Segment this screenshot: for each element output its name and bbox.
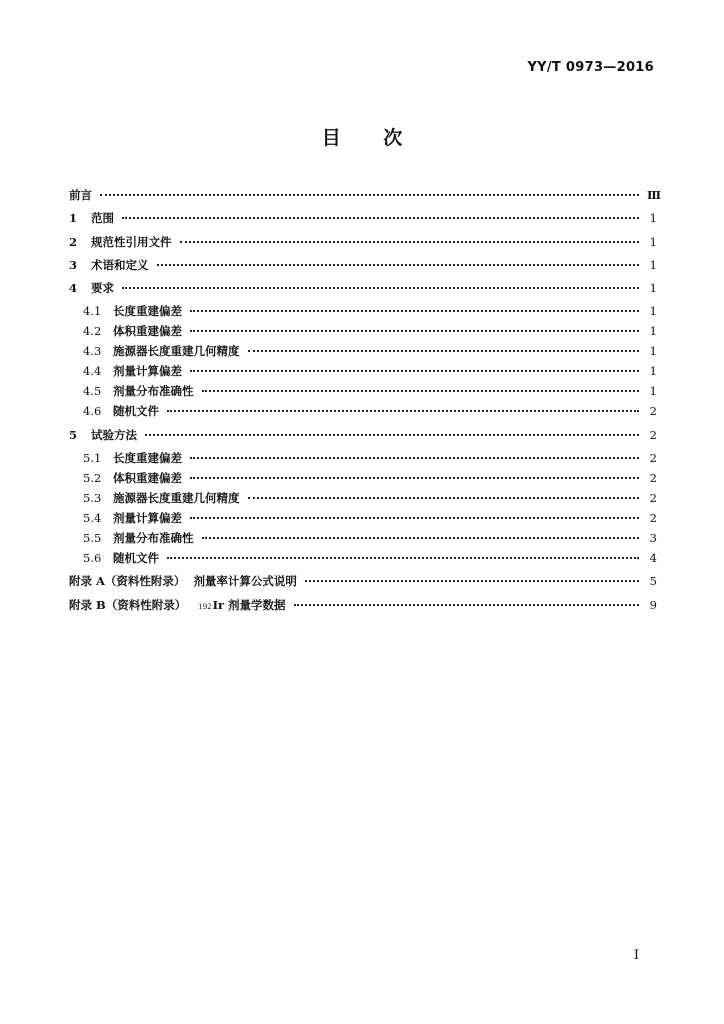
appendix-label: 附录 B（资料性附录） xyxy=(69,597,187,612)
toc-entry-page: 4 xyxy=(649,551,657,566)
toc-entry-page: 2 xyxy=(649,471,657,486)
toc-entry-page: 1 xyxy=(649,257,657,272)
toc-appendix-entry[interactable] xyxy=(69,595,657,615)
toc-entry[interactable] xyxy=(69,361,657,381)
toc-entry-label: 体积重建偏差 xyxy=(113,471,182,486)
toc-entry[interactable] xyxy=(69,321,657,341)
toc-entry[interactable] xyxy=(69,185,662,205)
toc-entry-label: 规范性引用文件 xyxy=(91,234,172,249)
isotope-mass-number: 192 xyxy=(198,602,212,611)
toc-entry-label: 剂量计算偏差 xyxy=(113,364,182,379)
toc-entry-number: 4.1 xyxy=(83,304,102,319)
toc-entry[interactable] xyxy=(69,425,657,445)
toc-entry-page: 1 xyxy=(649,281,657,296)
toc-entry[interactable] xyxy=(69,232,657,252)
toc-entry-label: 术语和定义 xyxy=(91,257,149,272)
toc-entry[interactable] xyxy=(69,341,657,361)
toc-entry-page: 1 xyxy=(649,364,657,379)
toc-entry-number: 4.6 xyxy=(83,404,102,419)
toc-entry-label: 施源器长度重建几何精度 xyxy=(113,491,240,506)
dot-leader xyxy=(190,370,639,372)
toc-entry-label: 剂量分布准确性 xyxy=(113,384,194,399)
dot-leader xyxy=(305,580,639,582)
dot-leader xyxy=(190,457,639,459)
toc-entry-page: 1 xyxy=(649,324,657,339)
toc-entry-page: 5 xyxy=(649,574,657,589)
toc-entry-label: 长度重建偏差 xyxy=(113,304,182,319)
toc-entry-number: 1 xyxy=(69,211,78,226)
toc-entry[interactable] xyxy=(69,488,657,508)
toc-entry-label: 随机文件 xyxy=(113,404,159,419)
toc-entry-page: 9 xyxy=(649,597,657,612)
toc-entry-page: 1 xyxy=(649,234,657,249)
toc-entry-label: 前言 xyxy=(69,188,92,202)
toc-entry-page: 1 xyxy=(649,384,657,399)
toc-entry-page: Ⅲ xyxy=(647,188,662,202)
toc-entry-page: 2 xyxy=(649,427,657,442)
dot-leader xyxy=(167,410,639,412)
dot-leader xyxy=(145,434,639,436)
toc-entry-number: 5 xyxy=(69,427,78,442)
toc-entry[interactable] xyxy=(69,278,657,298)
toc-entry-page: 1 xyxy=(649,344,657,359)
appendix-title: 剂量率计算公式说明 xyxy=(193,574,297,589)
dot-leader xyxy=(122,287,639,289)
dot-leader xyxy=(180,241,640,243)
toc-entry-number: 3 xyxy=(69,257,78,272)
dot-leader xyxy=(157,264,640,266)
page-number: I xyxy=(633,948,639,963)
toc-entry[interactable] xyxy=(69,548,657,568)
dot-leader xyxy=(202,390,640,392)
toc-entry-label: 剂量计算偏差 xyxy=(113,511,182,526)
table-of-contents xyxy=(69,185,662,615)
toc-entry-page: 2 xyxy=(649,491,657,506)
toc-entry-number: 2 xyxy=(69,234,78,249)
toc-entry-page: 3 xyxy=(649,531,657,546)
dot-leader xyxy=(294,604,639,606)
toc-entry[interactable] xyxy=(69,255,657,275)
toc-entry[interactable] xyxy=(69,301,657,321)
toc-entry-page: 2 xyxy=(649,404,657,419)
toc-entry-label: 施源器长度重建几何精度 xyxy=(113,344,240,359)
dot-leader xyxy=(167,557,639,559)
dot-leader xyxy=(122,217,639,219)
toc-entry-number: 4 xyxy=(69,281,78,296)
standard-number: YY/T 0973—2016 xyxy=(527,60,654,75)
toc-entry-label: 试验方法 xyxy=(91,427,137,442)
toc-entry-label: 剂量分布准确性 xyxy=(113,531,194,546)
dot-leader xyxy=(190,330,639,332)
toc-entry-number: 4.2 xyxy=(83,324,102,339)
dot-leader xyxy=(202,537,640,539)
dot-leader xyxy=(190,517,639,519)
dot-leader xyxy=(190,477,639,479)
appendix-label: 附录 A（资料性附录） xyxy=(69,574,186,589)
toc-entry-page: 2 xyxy=(649,511,657,526)
toc-entry-label: 要求 xyxy=(91,281,114,296)
toc-entry-number: 5.6 xyxy=(83,551,102,566)
toc-entry-number: 5.3 xyxy=(83,491,102,506)
toc-entry-number: 4.4 xyxy=(83,364,102,379)
toc-entry-page: 1 xyxy=(649,304,657,319)
toc-entry[interactable] xyxy=(69,401,657,421)
toc-entry-number: 5.1 xyxy=(83,451,102,466)
toc-entry[interactable] xyxy=(69,208,657,228)
toc-entry-label: 长度重建偏差 xyxy=(113,451,182,466)
toc-appendix-entry[interactable] xyxy=(69,571,657,591)
toc-entry-number: 5.5 xyxy=(83,531,102,546)
appendix-title: Ir 剂量学数据 xyxy=(212,597,286,612)
toc-entry[interactable] xyxy=(69,528,657,548)
dot-leader xyxy=(248,497,640,499)
toc-entry[interactable] xyxy=(69,381,657,401)
dot-leader xyxy=(190,310,639,312)
toc-entry[interactable] xyxy=(69,448,657,468)
toc-entry-page: 1 xyxy=(649,211,657,226)
toc-entry-label: 范围 xyxy=(91,211,114,226)
toc-entry-label: 体积重建偏差 xyxy=(113,324,182,339)
dot-leader xyxy=(248,350,640,352)
toc-entry-number: 5.4 xyxy=(83,511,102,526)
toc-entry[interactable] xyxy=(69,468,657,488)
page-title: 目 次 xyxy=(321,127,403,149)
toc-entry-label: 随机文件 xyxy=(113,551,159,566)
toc-entry[interactable] xyxy=(69,508,657,528)
toc-entry-number: 5.2 xyxy=(83,471,102,486)
dot-leader xyxy=(100,194,639,196)
toc-entry-number: 4.5 xyxy=(83,384,102,399)
toc-entry-number: 4.3 xyxy=(83,344,102,359)
toc-entry-page: 2 xyxy=(649,451,657,466)
